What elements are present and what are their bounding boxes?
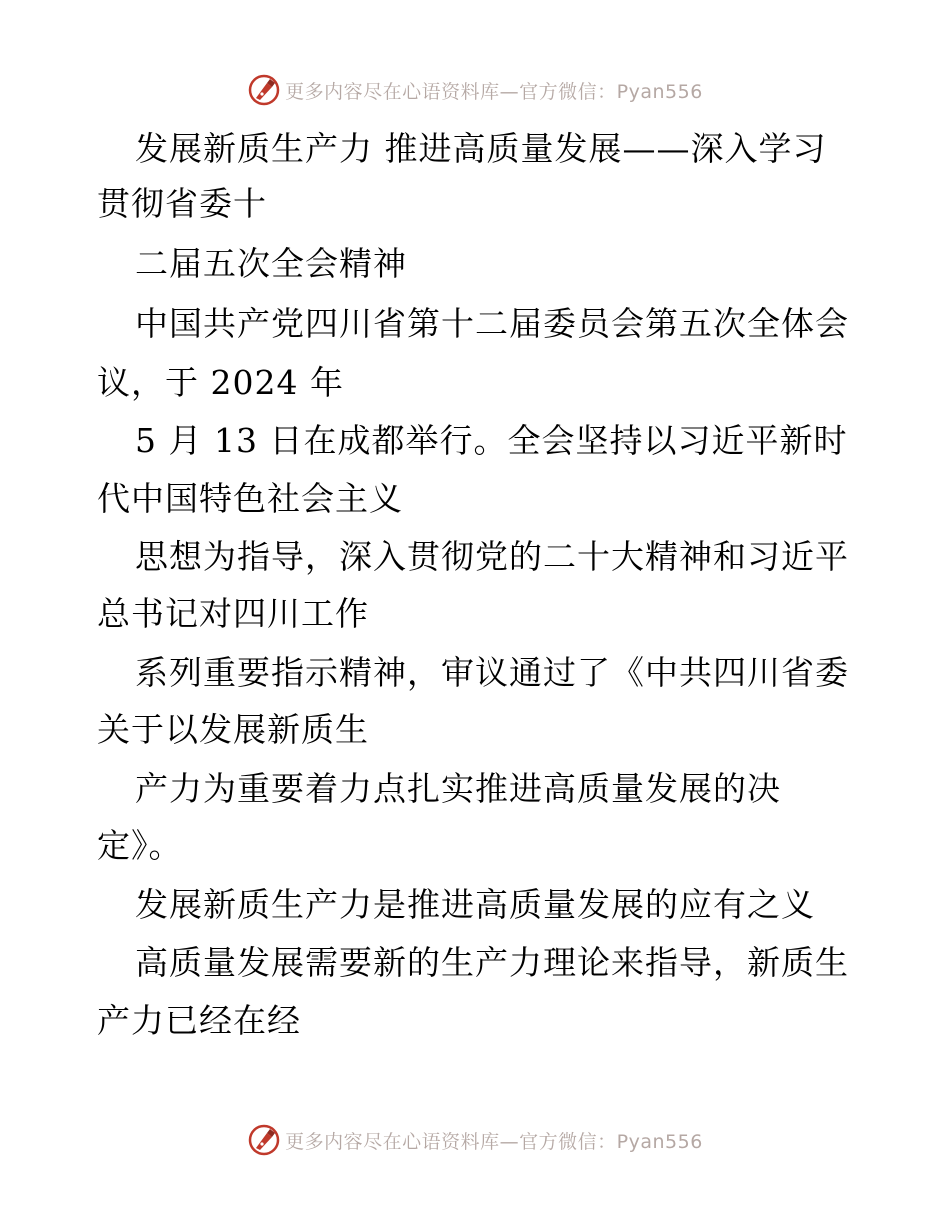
paragraph-line: 总书记对四川工作 bbox=[97, 594, 369, 633]
paragraph-line: 系列重要指示精神，审议通过了《中共四川省委 bbox=[135, 653, 849, 692]
paragraph-line: 代中国特色社会主义 bbox=[97, 479, 403, 518]
title-line-2: 贯彻省委十 bbox=[97, 184, 267, 223]
title-line-1: 发展新质生产力 推进高质量发展——深入学习 bbox=[135, 129, 827, 168]
watermark-text: 更多内容尽在心语资料库—官方微信：Pyan556 bbox=[285, 80, 703, 103]
paragraph-line: 定》。 bbox=[97, 826, 183, 865]
paragraph-line: 5 月 13 日在成都举行。全会坚持以习近平新时 bbox=[135, 421, 848, 460]
pen-nib-logo-icon bbox=[247, 1123, 281, 1157]
paragraph-line: 中国共产党四川省第十二届委员会第五次全体会 bbox=[135, 304, 849, 343]
paragraph-line: 高质量发展需要新的生产力理论来指导，新质生 bbox=[135, 943, 849, 982]
section-heading: 发展新质生产力是推进高质量发展的应有之义 bbox=[135, 885, 815, 924]
watermark-text: 更多内容尽在心语资料库—官方微信：Pyan556 bbox=[285, 1130, 703, 1153]
title-line-3: 二届五次全会精神 bbox=[135, 244, 407, 283]
paragraph-line: 关于以发展新质生 bbox=[97, 710, 369, 749]
footer-watermark bbox=[0, 1120, 950, 1160]
paragraph-line: 产力已经在经 bbox=[97, 1001, 301, 1040]
paragraph-line: 议，于 2024 年 bbox=[97, 363, 344, 402]
paragraph-line: 产力为重要着力点扎实推进高质量发展的决 bbox=[135, 769, 781, 808]
paragraph-line: 思想为指导，深入贯彻党的二十大精神和习近平 bbox=[135, 537, 849, 576]
